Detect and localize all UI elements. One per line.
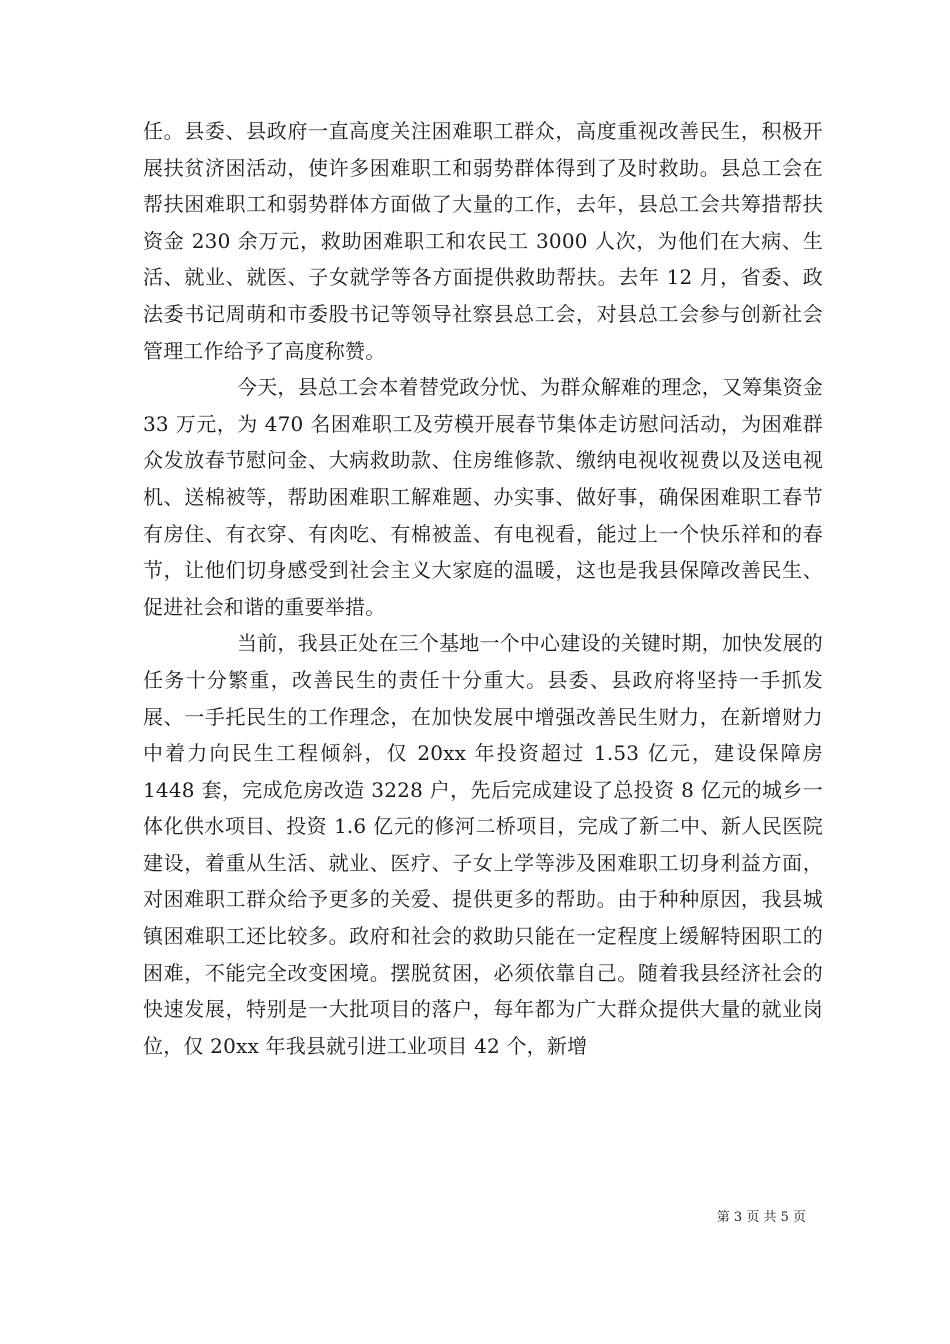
paragraph-continued: 任。县委、县政府一直高度关注困难职工群众，高度重视改善民生，积极开展扶贫济困活动，使许多困难职工和弱势群体得到了及时救助。县总工会在帮扶困难职工和弱势群体方面做了大量的工作，去年，县总工会共筹措帮扶资金 230 余万元，救助困难职工和农民工 3000 人次，为他们在大病、生活、就业、就医、子女就学等各方面提供救助帮扶。去年 12 月，省委、政法委书记周萌和市委股书记等领导社察县总工会，对县总工会参与创新社会管理工作给予了高度称赞。 — [143, 119, 823, 363]
page-number-footer: 第 3 页 共 5 页 — [716, 1210, 806, 1225]
paragraph-livelihood-development: 当前，我县正处在三个基地一个中心建设的关键时期，加快发展的任务十分繁重，改善民生的责任十分重大。县委、县政府将坚持一手抓发展、一手托民生的工作理念，在加快发展中增强改善民生财力，在新增财力中着力向民生工程倾斜，仅 20xx 年投资超过 1.53 亿元，建设保障房 1448 套，完成危房改造 3228 户，先后完成建设了总投资 8 亿元的城乡一体化供水项目、投资 1.6 亿元的修河二桥项目，完成了新二中、新人民医院建设，着重从生活、就业、医疗、子女上学等涉及困难职工切身利益方面，对困难职工群众给予更多的关爱、提供更多的帮助。由于种种原因，我县城镇困难职工还比较多。政府和社会的救助只能在一定程度上缓解特困职工的困难，不能完全改变困境。摆脱贫困，必须依靠自己。随着我县经济社会的快速发展，特别是一大批项目的落户，每年都为广大群众提供大量的就业岗位，仅 20xx 年我县就引进工业项目 42 个，新增 — [143, 631, 823, 1058]
document-body — [143, 113, 823, 1064]
paragraph-spring-festival-visit: 今天，县总工会本着替党政分忧、为群众解难的理念，又筹集资金 33 万元，为 470 名困难职工及劳模开展春节集体走访慰问活动，为困难群众发放春节慰问金、大病救助款、住房维修款、缴纳电视收视费以及送电视机、送棉被等，帮助困难职工解难题、办实事、做好事，确保困难职工春节有房住、有衣穿、有肉吃、有棉被盖、有电视看，能过上一个快乐祥和的春节，让他们切身感受到社会主义大家庭的温暖，这也是我县保障改善民生、促进社会和谐的重要举措。 — [143, 375, 823, 619]
